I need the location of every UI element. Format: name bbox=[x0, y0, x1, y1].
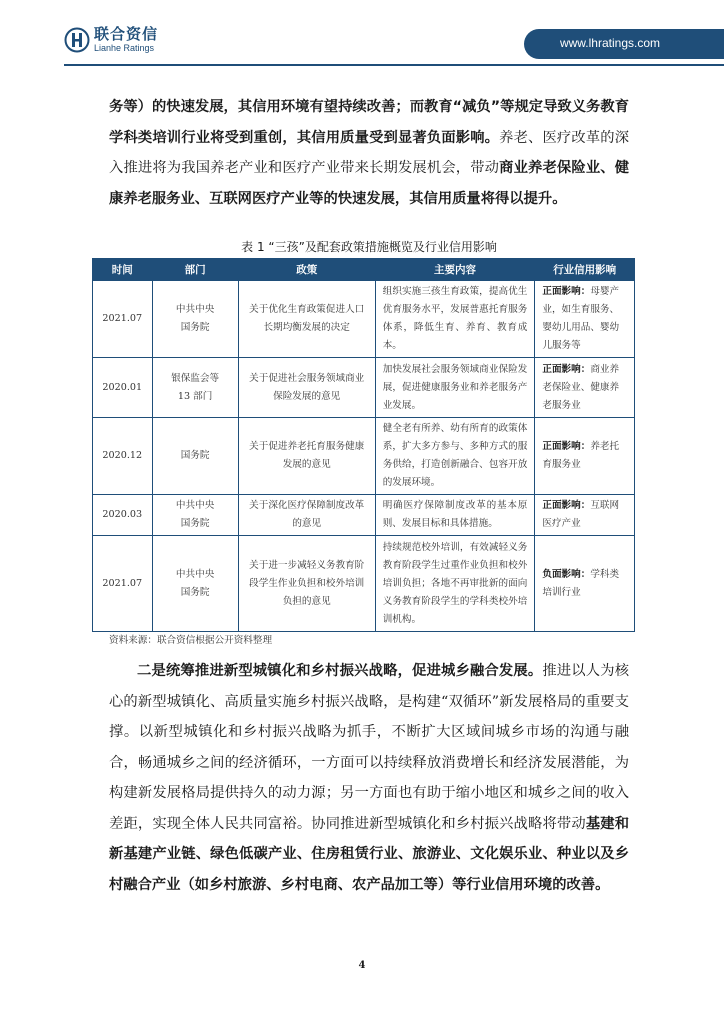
impact-text: 养老托育服务业 bbox=[542, 441, 620, 470]
impact-text: 学科类培训行业 bbox=[542, 568, 620, 598]
table-row bbox=[93, 536, 635, 632]
bold-text: 务等）的快速发展，其信用环境有望持续改善；而教育“减负”等规定导致义务教育学科类培训行业将受到重创，其信用质量受到显著负面影响。 bbox=[109, 99, 629, 146]
table-source-note: 资料来源：联合资信根据公开资料整理 bbox=[109, 635, 273, 646]
cell-policy: 关于优化生育政策促进人口长期均衡发展的决定 bbox=[238, 281, 375, 358]
logo-name-en: Lianhe Ratings bbox=[94, 43, 155, 53]
cell-content: 明确医疗保障制度改革的基本原则、发展目标和具体措施。 bbox=[375, 495, 535, 536]
website-url[interactable]: www.lhratings.com bbox=[559, 36, 660, 50]
cell-content: 持续规范校外培训，有效减轻义务教育阶段学生过重作业负担和校外培训负担；各地不再审批新的面向义务教育阶段学生的学科类校外培训机构。 bbox=[375, 536, 535, 632]
impact-label: 正面影响： bbox=[542, 441, 591, 452]
cell-policy: 关于促进养老托育服务健康发展的意见 bbox=[238, 418, 375, 495]
cell-department: 银保监会等 13 部门 bbox=[152, 358, 238, 418]
cell-department: 中共中央 国务院 bbox=[152, 495, 238, 536]
cell-time: 2021.07 bbox=[93, 281, 153, 358]
cell-content: 组织实施三孩生育政策，提高优生优育服务水平，发展普惠托育服务体系，降低生育、养育、教育成本。 bbox=[375, 281, 535, 358]
bold-text: 商业养老保险业、健康养老服务业、互联网医疗产业等的快速发展，其信用质量将得以提升。 bbox=[109, 160, 630, 207]
impact-label: 正面影响： bbox=[542, 286, 591, 297]
cell-impact bbox=[535, 495, 635, 536]
cell-time: 2020.01 bbox=[93, 358, 153, 418]
cell-content: 加快发展社会服务领域商业保险发展，促进健康服务业和养老服务产业发展。 bbox=[375, 358, 535, 418]
cell-department: 中共中央 国务院 bbox=[152, 281, 238, 358]
header-divider bbox=[64, 64, 724, 66]
body-text: 养老、医疗改革的深入推进将为我国养老产业和医疗产业带来长期发展机会，带动 bbox=[109, 129, 630, 176]
cell-department: 中共中央 国务院 bbox=[152, 536, 238, 632]
cell-impact bbox=[535, 536, 635, 632]
impact-text: 商业养老保险业、健康养老服务业 bbox=[542, 363, 620, 411]
body-text: 推进以人为核心的新型城镇化、高质量实施乡村振兴战略，是构建“双循环”新发展格局的重要支撑。以新型城镇化和乡村振兴战略为抓手，不断扩大区域间城乡市场的沟通与融合，畅通城乡之间的经济循环，一方面可以持续释放消费增长和经济发展潜能，为构建新发展格局提供持久的动力源；另一方面也有助于缩小地区和城乡之间的收入差距，实现全体人民共同富裕。协同推进新型城镇化和乡村振兴战略将带动 bbox=[109, 663, 630, 832]
policy-table bbox=[92, 258, 635, 632]
page-header bbox=[0, 0, 724, 70]
cell-content: 健全老有所养、幼有所育的政策体系，扩大多方参与、多种方式的服务供给，打造创新融合、包容开放的发展环境。 bbox=[375, 418, 535, 495]
section-paragraph bbox=[109, 656, 629, 900]
table-title: 表 1 “三孩”及配套政策措施概览及行业信用影响 bbox=[241, 240, 497, 254]
table-row bbox=[93, 495, 635, 536]
lianhe-logo-icon bbox=[64, 27, 90, 53]
page-number: 4 bbox=[358, 960, 366, 971]
cell-department: 国务院 bbox=[152, 418, 238, 495]
column-header: 部门 bbox=[152, 259, 238, 281]
table-row bbox=[93, 418, 635, 495]
cell-impact bbox=[535, 281, 635, 358]
impact-label: 负面影响： bbox=[542, 568, 591, 580]
cell-impact bbox=[535, 358, 635, 418]
cell-policy: 关于促进社会服务领域商业保险发展的意见 bbox=[238, 358, 375, 418]
column-header: 政策 bbox=[238, 259, 375, 281]
column-header: 时间 bbox=[93, 259, 153, 281]
cell-time: 2021.07 bbox=[93, 536, 153, 632]
bold-text: 基建和新基建产业链、绿色低碳产业、住房租赁行业、旅游业、文化娱乐业、种业以及乡村融合产业（如乡村旅游、乡村电商、农产品加工等）等行业信用环境的改善。 bbox=[109, 815, 630, 893]
cell-time: 2020.03 bbox=[93, 495, 153, 536]
company-logo bbox=[64, 27, 158, 53]
column-header: 行业信用影响 bbox=[535, 259, 635, 281]
cell-time: 2020.12 bbox=[93, 418, 153, 495]
impact-label: 正面影响： bbox=[542, 500, 591, 511]
logo-name-cn: 联合资信 bbox=[94, 25, 159, 43]
cell-policy: 关于深化医疗保障制度改革的意见 bbox=[238, 495, 375, 536]
cell-impact bbox=[535, 418, 635, 495]
bold-text: 二是统筹推进新型城镇化和乡村振兴战略，促进城乡融合发展。 bbox=[137, 663, 543, 679]
column-header: 主要内容 bbox=[375, 259, 535, 281]
table-header-row bbox=[93, 259, 635, 281]
table-row bbox=[93, 281, 635, 358]
impact-label: 正面影响： bbox=[542, 363, 591, 375]
impact-text: 母婴产业，如生育服务、婴幼儿用品、婴幼儿服务等 bbox=[542, 286, 620, 351]
table-row bbox=[93, 358, 635, 418]
cell-policy: 关于进一步减轻义务教育阶段学生作业负担和校外培训负担的意见 bbox=[238, 536, 375, 632]
impact-text: 互联网医疗产业 bbox=[542, 500, 620, 529]
intro-paragraph bbox=[109, 92, 629, 214]
